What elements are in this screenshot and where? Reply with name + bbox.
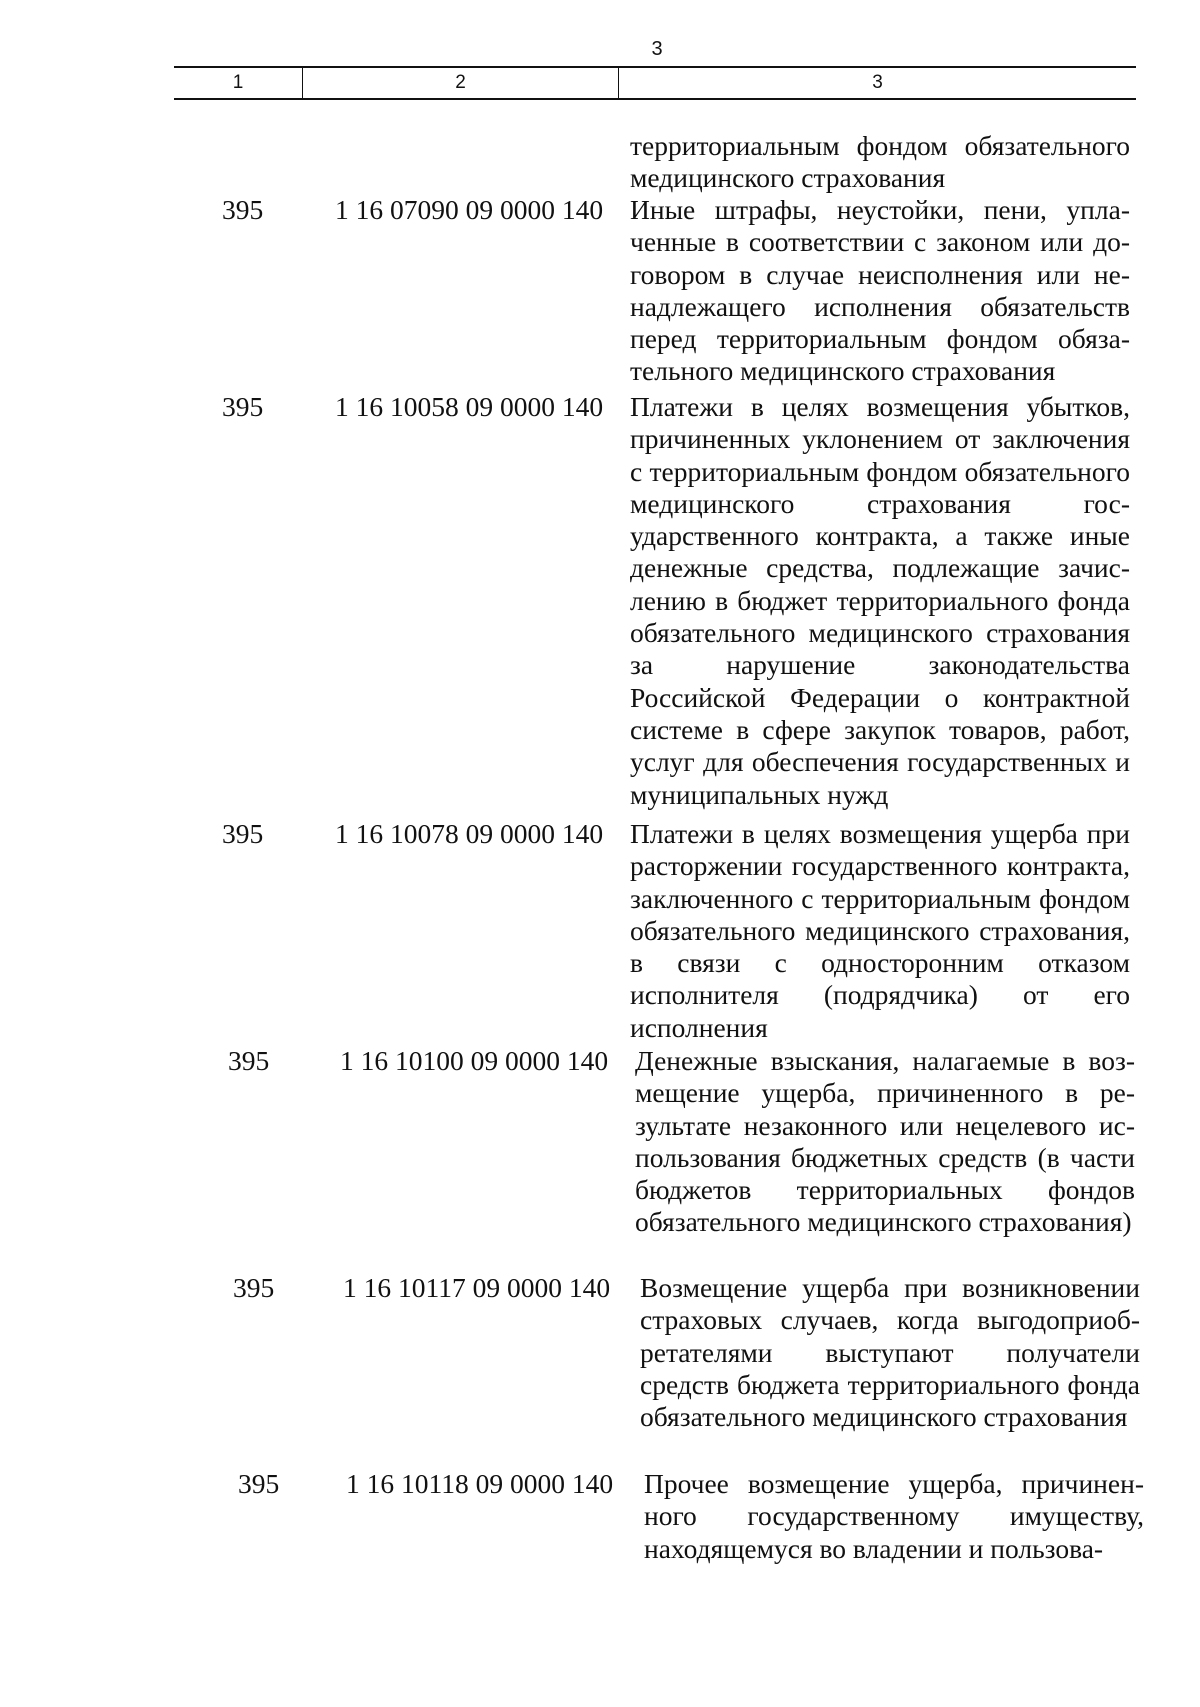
row-kbk-code: 1 16 10100 09 0000 140 — [340, 1045, 609, 1076]
row-admin-code: 395 — [222, 194, 264, 225]
row-admin-code: 395 — [233, 1272, 275, 1303]
row-kbk-code: 1 16 10117 09 0000 140 — [343, 1272, 611, 1303]
row-description: Возмещение ущерба при возникновении страховых случаев, когда выгодоприобретателями выступают получатели средств бюджета территориального фонда обязательного медицинского страхования — [640, 1272, 1140, 1433]
row-description: Иные штрафы, неустойки, пени, уплаченные в соответствии с законом или договором в случае неисполнения или ненадлежащего исполнения обязательств перед территориальным фондом обязательного медицинского страхования — [630, 194, 1130, 387]
page-number: 3 — [651, 38, 663, 60]
row-description: Платежи в целях возмещения убытков, причиненных уклонением от заключения с территориальным фондом обязательного медицинского страхования государственного контракта, а также иные денежные средства, подлежащие зачислению в бюджет территориального фонда обязательного медицинского страхования за нарушение законодательства Российской Федерации о контрактной системе в сфере закупок товаров, работ, услуг для обеспечения государственных и муниципальных нужд — [630, 391, 1130, 810]
row-kbk-code: 1 16 10078 09 0000 140 — [335, 818, 604, 849]
row-admin-code: 395 — [222, 818, 264, 849]
row-description: Денежные взыскания, налагаемые в возмещение ущерба, причиненного в результате незаконного или нецелевого использования бюджетных средств (в части бюджетов территориальных фондов обязательного медицинского страхования) — [635, 1045, 1135, 1238]
header-col-1: 1 — [174, 68, 303, 98]
row-description: Платежи в целях возмещения ущерба при расторжении государственного контракта, заключенного с территориальным фондом обязательного медицинского страхования, в связи с односторонним отказом исполнителя (подрядчика) от его исполнения — [630, 818, 1130, 1043]
row-admin-code: 395 — [238, 1468, 280, 1499]
header-col-3: 3 — [872, 72, 883, 93]
row-kbk-code: 1 16 10118 09 0000 140 — [346, 1468, 614, 1499]
table-header — [174, 66, 1136, 100]
row-description: территориальным фондом обязательного медицинского страхования — [630, 130, 1130, 194]
row-kbk-code: 1 16 07090 09 0000 140 — [335, 194, 604, 225]
header-col-2: 2 — [303, 68, 619, 98]
row-admin-code: 395 — [222, 391, 264, 422]
row-description: Прочее возмещение ущерба, причиненного государственному имуществу, находящемуся во владении и пользова- — [644, 1468, 1144, 1564]
row-admin-code: 395 — [228, 1045, 270, 1076]
row-kbk-code: 1 16 10058 09 0000 140 — [335, 391, 604, 422]
